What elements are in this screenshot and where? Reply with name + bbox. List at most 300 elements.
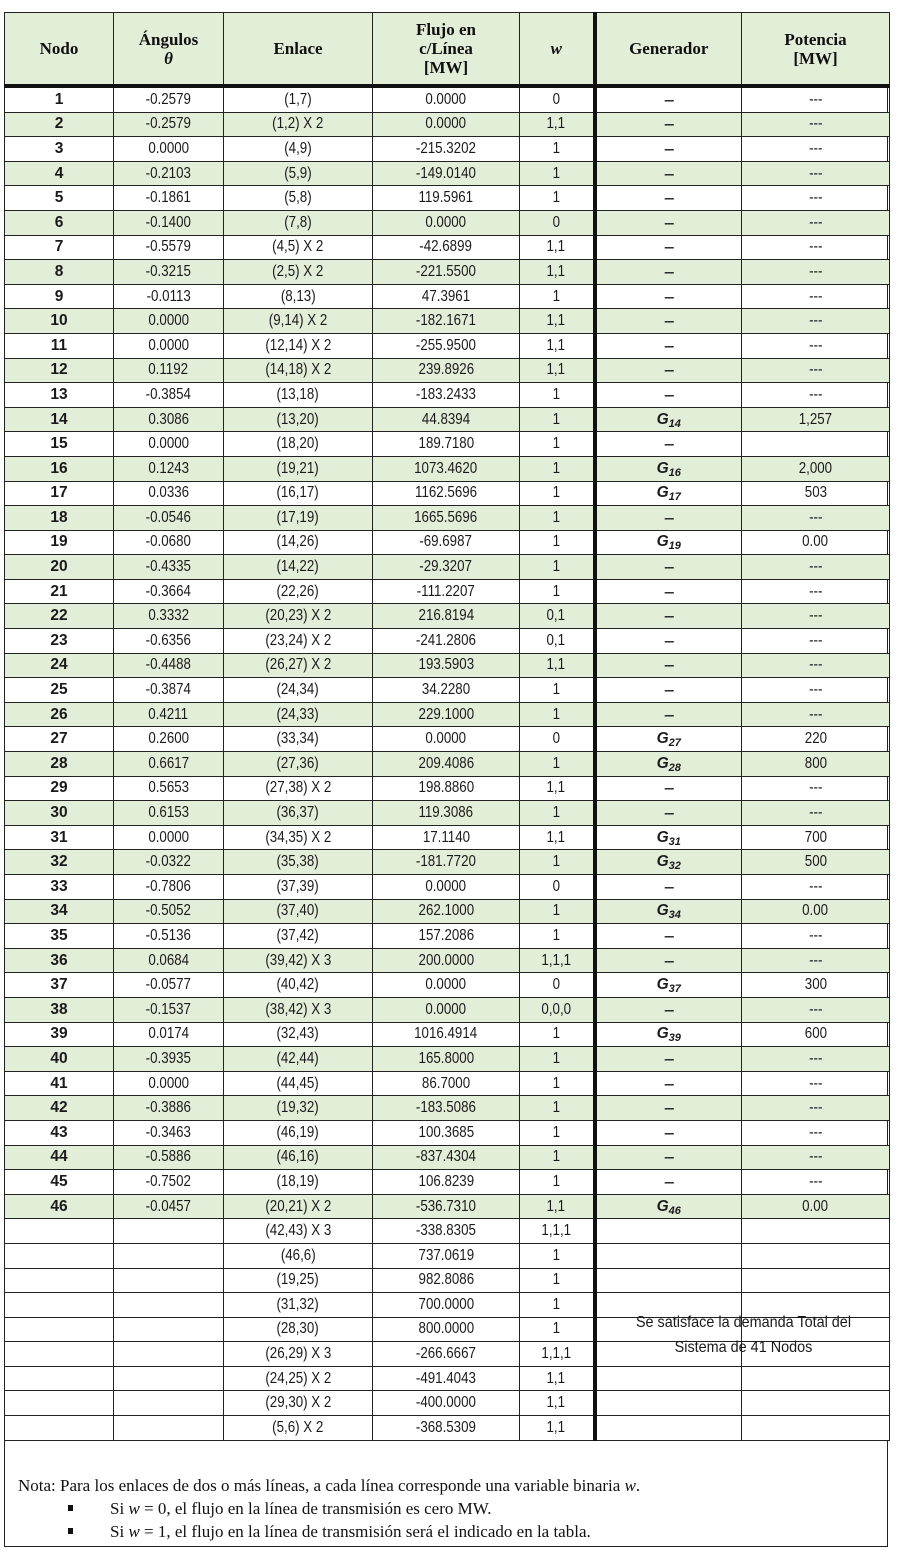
nodo-cell [5,850,114,875]
angulo-cell [114,284,224,309]
nodo-cell-value: 20 [50,558,68,576]
no-generator-dash: --- [664,658,674,673]
generador-cell [595,481,742,506]
flujo-cell [373,875,520,900]
nodo-cell [5,432,114,457]
enlace-cell [224,1047,373,1072]
enlace-cell-value: (36,37) [276,804,320,822]
enlace-cell [224,235,373,260]
extra-link-row [5,1366,890,1391]
enlace-cell-value: (37,42) [276,926,320,944]
table-row [5,604,890,629]
demand-message-line2: Sistema de 41 Nodos [674,1339,812,1356]
nodo-cell-value: 16 [50,459,68,477]
w-cell [520,161,595,186]
generador-cell [595,210,742,235]
enlace-cell-value: (22,26) [276,582,320,600]
angulo-cell [114,1170,224,1195]
nodo-cell [5,579,114,604]
enlace-cell-value: (8,13) [280,287,316,305]
angulo-cell [114,137,224,162]
w-cell [520,1194,595,1219]
no-generator-dash: --- [664,1101,674,1116]
potencia-cell-value: --- [808,1123,823,1141]
no-generator-dash: --- [664,1174,674,1189]
generator-symbol: G [656,410,669,428]
table-row [5,506,890,531]
flujo-cell [373,850,520,875]
potencia-cell [742,481,890,506]
flujo-cell-value: -183.5086 [415,1099,477,1117]
flujo-cell-value: 0.0000 [425,976,467,994]
enlace-cell [224,86,373,112]
enlace-cell-value: (14,26) [276,533,320,551]
w-cell-value: 1 [552,287,560,305]
table-row [5,1022,890,1047]
flujo-cell [373,973,520,998]
enlace-cell [224,161,373,186]
generador-cell [595,383,742,408]
angulo-cell [114,752,224,777]
generator-index: 16 [668,466,681,479]
flujo-cell [373,358,520,383]
flujo-cell-value: 700.0000 [418,1295,474,1313]
header-flujo-unit: [MW] [423,58,469,77]
angulo-cell [114,86,224,112]
no-generator-dash: --- [664,387,674,402]
no-generator-dash: --- [664,633,674,648]
angulo-cell-value: 0.2600 [148,730,189,748]
w-cell-value: 1 [552,385,560,403]
enlace-cell-value: (2,5) X 2 [272,262,324,280]
angulo-cell [114,973,224,998]
w-cell [520,702,595,727]
flujo-cell [373,1219,520,1244]
enlace-cell-value: (20,21) X 2 [265,1197,331,1215]
potencia-cell [742,161,890,186]
w-cell [520,260,595,285]
w-cell [520,727,595,752]
nodo-cell [5,407,114,432]
w-cell-value: 1,1 [546,312,566,330]
flujo-cell-value: -183.2433 [415,385,477,403]
enlace-cell-value: (17,19) [276,508,320,526]
theta-symbol: θ [164,48,173,68]
no-generator-dash: --- [664,215,674,230]
potencia-cell [742,629,890,654]
enlace-cell-value: (16,17) [276,484,320,502]
extra-link-row [5,1391,890,1416]
potencia-cell [742,604,890,629]
generador-cell [595,235,742,260]
generador-cell [595,899,742,924]
enlace-cell-value: (7,8) [284,213,312,231]
generador-cell [595,678,742,703]
potencia-cell-value: --- [808,631,823,649]
w-cell-value: 1 [552,902,560,920]
nodo-cell-value: 46 [50,1197,68,1215]
w-cell-value: 0,1 [546,631,566,649]
potencia-cell [742,924,890,949]
enlace-cell-value: (24,33) [276,705,320,723]
table-row [5,309,890,334]
potencia-cell-value: --- [808,336,823,354]
nodo-cell [5,776,114,801]
generador-cell [595,1096,742,1121]
w-cell [520,924,595,949]
flujo-cell-value: -491.4043 [415,1369,477,1387]
nodo-cell-value: 45 [50,1172,68,1190]
generator-symbol: G [656,533,669,551]
generador-cell [595,530,742,555]
w-cell [520,1145,595,1170]
nodo-cell-value: 22 [50,607,68,625]
generador-cell [595,309,742,334]
flujo-cell [373,1293,520,1318]
angulo-cell [114,678,224,703]
enlace-cell [224,284,373,309]
angulo-cell [114,850,224,875]
angulo-cell-value: 0.0174 [148,1025,189,1043]
empty-cell [742,1243,890,1268]
enlace-cell [224,948,373,973]
potencia-cell [742,875,890,900]
empty-cell [742,1268,890,1293]
angulo-cell [114,924,224,949]
generator-symbol: G [656,853,669,871]
enlace-cell [224,1022,373,1047]
angulo-cell [114,506,224,531]
w-cell-value: 1 [552,459,560,477]
nodo-cell-value: 42 [50,1099,68,1117]
flujo-cell [373,924,520,949]
generator-index: 46 [668,1204,681,1217]
nodo-cell-value: 6 [54,213,64,231]
generador-cell [595,186,742,211]
angulo-cell-value: -0.7806 [145,877,192,895]
potencia-cell [742,1096,890,1121]
empty-cell [5,1391,114,1416]
empty-cell [595,1391,742,1416]
bullet-var: w [128,1522,140,1541]
w-cell [520,1170,595,1195]
angulo-cell-value: -0.0457 [145,1197,192,1215]
enlace-cell [224,1366,373,1391]
potencia-cell-value: 0.00 [802,533,829,551]
flujo-cell-value: -182.1671 [415,312,477,330]
angulo-cell [114,653,224,678]
enlace-cell [224,210,373,235]
w-cell-value: 0,0,0 [541,1000,572,1018]
angulo-cell [114,899,224,924]
potencia-cell-value: --- [808,1099,823,1117]
potencia-cell-value: --- [808,361,823,379]
angulo-cell-value: -0.2579 [145,90,192,108]
angulo-cell [114,407,224,432]
nodo-cell-value: 33 [50,877,68,895]
enlace-cell-value: (1,7) [284,90,312,108]
nodo-cell [5,948,114,973]
flujo-cell-value: -266.6667 [415,1345,477,1363]
angulo-cell [114,333,224,358]
angulo-cell [114,235,224,260]
w-cell-value: 1 [552,508,560,526]
flujo-cell-value: 1073.4620 [414,459,478,477]
flujo-cell-value: 1665.5696 [414,508,478,526]
flujo-cell [373,333,520,358]
nodo-cell-value: 32 [50,853,68,871]
angulo-cell-value: -0.3874 [145,681,192,699]
generador-cell [595,629,742,654]
flujo-cell-value: 193.5903 [418,656,474,674]
potencia-cell-value: --- [808,508,823,526]
generador-cell [595,1120,742,1145]
generador-cell [595,358,742,383]
generador-cell [595,407,742,432]
generator-symbol: G [656,976,669,994]
angulo-cell-value: -0.1861 [145,189,192,207]
enlace-cell-value: (32,43) [276,1025,320,1043]
nodo-cell [5,161,114,186]
enlace-cell [224,1145,373,1170]
angulo-cell [114,186,224,211]
w-cell-value: 1 [552,558,560,576]
potencia-cell [742,186,890,211]
flujo-cell [373,309,520,334]
w-cell-value: 1,1 [546,361,566,379]
w-cell [520,875,595,900]
angulo-cell-value: 0.6617 [148,754,189,772]
table-row [5,727,890,752]
nodo-cell [5,210,114,235]
enlace-cell [224,383,373,408]
potencia-cell [742,1145,890,1170]
nodo-cell [5,1194,114,1219]
empty-cell [5,1342,114,1367]
no-generator-dash: --- [664,338,674,353]
flujo-cell [373,530,520,555]
flujo-cell [373,727,520,752]
flujo-cell-value: 239.8926 [418,361,474,379]
header-nodo [5,13,114,87]
w-cell-value: 1 [552,804,560,822]
angulo-cell-value: 0.0000 [148,139,189,157]
flujo-cell-value: -29.3207 [419,558,473,576]
w-cell [520,86,595,112]
nodo-cell [5,1096,114,1121]
enlace-cell [224,1120,373,1145]
flujo-cell [373,1317,520,1342]
nodo-cell [5,1047,114,1072]
header-nodo-label: Nodo [39,39,79,58]
angulo-cell [114,260,224,285]
nodo-cell [5,309,114,334]
table-row [5,1071,890,1096]
flujo-cell [373,456,520,481]
enlace-cell-value: (34,35) X 2 [265,828,331,846]
generador-cell [595,333,742,358]
w-cell-value: 1 [552,189,560,207]
flujo-cell [373,702,520,727]
potencia-cell-value: 800 [804,754,827,772]
potencia-cell [742,973,890,998]
potencia-cell-value: 220 [804,730,827,748]
flujo-cell-value: 0.0000 [425,213,467,231]
note-bullet-1 [18,1520,640,1543]
empty-cell [742,1219,890,1244]
enlace-cell-value: (44,45) [276,1074,320,1092]
flujo-cell [373,407,520,432]
generator-symbol: G [656,459,669,477]
w-cell [520,579,595,604]
flujo-cell [373,579,520,604]
potencia-cell [742,678,890,703]
flujo-cell-value: 119.5961 [418,189,474,207]
flujo-cell [373,1268,520,1293]
angulo-cell [114,383,224,408]
no-generator-dash: --- [664,1051,674,1066]
potencia-cell [742,309,890,334]
table-row [5,161,890,186]
flujo-cell-value: 0.0000 [425,730,467,748]
table-row [5,284,890,309]
generator-index: 27 [668,737,681,750]
flujo-cell-value: -368.5309 [415,1418,477,1436]
generador-cell [595,284,742,309]
no-generator-dash: --- [664,683,674,698]
flujo-cell-value: -111.2207 [416,582,476,600]
enlace-cell-value: (27,38) X 2 [265,779,331,797]
enlace-cell-value: (19,21) [276,459,320,477]
potencia-cell-value: --- [808,779,823,797]
generador-cell [595,1194,742,1219]
angulo-cell [114,456,224,481]
w-cell [520,1022,595,1047]
flujo-cell-value: -69.6987 [419,533,473,551]
enlace-cell [224,506,373,531]
generador-cell [595,604,742,629]
generador-cell [595,948,742,973]
flujo-cell-value: 100.3685 [418,1123,474,1141]
potencia-cell [742,579,890,604]
enlace-cell [224,850,373,875]
w-cell-value: 1 [552,705,560,723]
no-generator-dash: --- [664,240,674,255]
potencia-cell-value: --- [808,926,823,944]
angulo-cell [114,1047,224,1072]
w-cell [520,456,595,481]
table-row [5,235,890,260]
extra-link-row [5,1219,890,1244]
flujo-cell-value: -536.7310 [415,1197,477,1215]
bullet-text: = 1, el flujo en la línea de transmisión será el indicado en la tabla. [139,1522,591,1541]
nodo-cell [5,1170,114,1195]
angulo-cell-value: -0.5052 [145,902,192,920]
potencia-cell [742,333,890,358]
nodo-cell-value: 21 [50,582,68,600]
generador-cell [595,432,742,457]
angulo-cell [114,702,224,727]
generator-index: 14 [668,417,681,430]
potencia-cell-value: --- [808,877,823,895]
enlace-cell-value: (39,42) X 3 [265,951,331,969]
no-generator-dash: --- [664,117,674,132]
w-cell-value: 1 [552,1148,560,1166]
w-cell-value: 1,1 [546,115,566,133]
bullet-var: w [128,1499,140,1518]
w-cell [520,530,595,555]
no-generator-dash: --- [664,1150,674,1165]
flujo-cell [373,1391,520,1416]
no-generator-dash: --- [664,928,674,943]
enlace-cell [224,1416,373,1441]
generator-index: 17 [668,491,681,504]
nodo-cell-value: 43 [50,1123,68,1141]
nodo-cell-value: 30 [50,804,68,822]
potencia-cell-value: --- [808,1074,823,1092]
generador-cell [595,86,742,112]
no-generator-dash: --- [664,560,674,575]
nodo-cell [5,1145,114,1170]
empty-cell [595,1416,742,1441]
flujo-cell-value: -221.5500 [415,262,477,280]
w-cell [520,801,595,826]
table-row [5,924,890,949]
generador-cell [595,997,742,1022]
no-generator-dash: --- [664,289,674,304]
nodo-cell-value: 13 [50,385,68,403]
w-cell [520,776,595,801]
flujo-cell-value: 800.0000 [418,1320,474,1338]
w-cell-value: 1 [552,410,560,428]
angulo-cell [114,432,224,457]
enlace-cell [224,112,373,137]
generador-cell [595,112,742,137]
no-generator-dash: --- [664,92,674,107]
enlace-cell-value: (35,38) [276,853,320,871]
flujo-cell [373,1022,520,1047]
enlace-cell [224,186,373,211]
angulo-cell [114,1145,224,1170]
potencia-cell [742,653,890,678]
w-cell-value: 1 [552,1049,560,1067]
flujo-cell-value: -400.0000 [415,1394,477,1412]
enlace-cell [224,1194,373,1219]
potencia-cell-value: --- [808,607,823,625]
w-cell-value: 1 [552,582,560,600]
table-row [5,407,890,432]
flujo-cell [373,284,520,309]
table-row [5,358,890,383]
enlace-cell-value: (20,23) X 2 [265,607,331,625]
enlace-cell [224,776,373,801]
potencia-cell [742,1022,890,1047]
potencia-cell [742,260,890,285]
w-cell-value: 0 [552,976,560,994]
flujo-cell [373,1366,520,1391]
angulo-cell-value: 0.0000 [148,828,189,846]
no-generator-dash: --- [664,806,674,821]
enlace-cell [224,702,373,727]
angulo-cell-value: 0.0000 [148,435,189,453]
potencia-cell-value: 700 [804,828,827,846]
w-cell [520,432,595,457]
enlace-cell-value: (19,32) [276,1099,320,1117]
nodo-cell [5,899,114,924]
w-cell-value: 1 [552,1123,560,1141]
w-cell [520,1342,595,1367]
enlace-cell-value: (42,43) X 3 [265,1222,331,1240]
